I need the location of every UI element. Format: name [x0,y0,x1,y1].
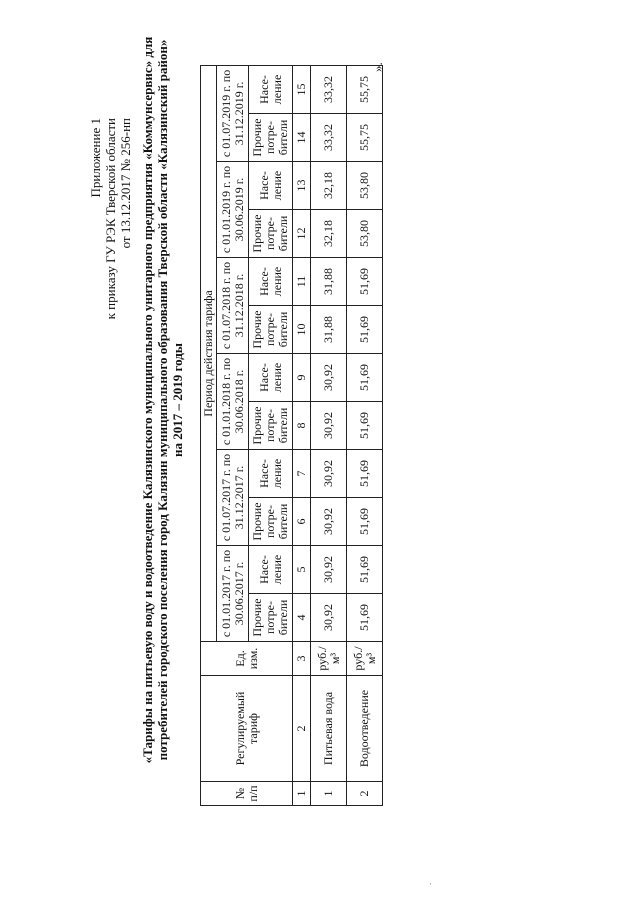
tariff-value: 30,92 [311,546,347,594]
period-header: с 01.07.2019 г. по 31.12.2019 г. [217,65,249,161]
column-number-row [293,65,311,805]
subheader-population: Насе-ление [249,450,293,498]
column-number: 15 [293,65,311,113]
tariff-value: 51,69 [347,354,383,402]
column-number: 13 [293,162,311,210]
row-tariff-name: Питьевая вода [311,676,347,782]
subheader-population: Насе-ление [249,546,293,594]
column-number: 12 [293,210,311,258]
tariff-value: 55,75 [347,114,383,162]
column-number: 3 [293,642,311,676]
column-number: 11 [293,258,311,306]
tariff-value: 30,92 [311,498,347,546]
column-number: 2 [293,676,311,782]
tariff-value: 33,32 [311,114,347,162]
row-unit: руб./м³ [347,642,383,676]
header-num: № п/п [201,782,293,806]
period-header: с 01.07.2017 г. по 31.12.2017 г. [217,450,249,546]
tariff-value: 30,92 [311,354,347,402]
tariff-value: 31,88 [311,306,347,354]
tariff-value: 32,18 [311,210,347,258]
tariff-value: 51,69 [347,258,383,306]
scan-speck: . [423,882,433,885]
period-header: с 01.01.2018 г. по 30.06.2018 г. [217,354,249,450]
row-num: 2 [347,782,383,806]
tariff-value: 51,69 [347,498,383,546]
subheader-other: Прочие потре-бители [249,210,293,258]
header-row-1 [201,65,217,805]
column-number: 14 [293,114,311,162]
tariff-value: 53,80 [347,162,383,210]
tariff-table [200,65,383,806]
subheader-population: Насе-ление [249,162,293,210]
header-unit: Ед. изм. [201,642,293,676]
appendix-header [88,118,133,438]
tariff-table-body [201,65,383,805]
subheader-other: Прочие потре-бители [249,498,293,546]
title-line-2: потребителей городского поселения город Калязин муниципального образования Тверской области «Калязинский район» [155,39,170,761]
row-tariff-name: Водоотведение [347,676,383,782]
column-number: 6 [293,498,311,546]
tariff-value: 55,75 [347,65,383,113]
tariff-value: 30,92 [311,594,347,642]
subheader-population: Насе-ление [249,258,293,306]
appendix-line-1: Приложение 1 [88,118,103,198]
tariff-value: 33,32 [311,65,347,113]
document-title [140,15,185,785]
tariff-value: 31,88 [311,258,347,306]
tariff-value: 32,18 [311,162,347,210]
row-num: 1 [311,782,347,806]
tariff-value: 51,69 [347,306,383,354]
header-period: Период действия тарифа [201,65,217,641]
row-unit: руб./м³ [311,642,347,676]
header-tariff: Регулируемый тариф [201,676,293,782]
column-number: 9 [293,354,311,402]
column-number: 4 [293,594,311,642]
subheader-population: Насе-ление [249,354,293,402]
column-number: 5 [293,546,311,594]
table-row [347,65,383,805]
tariff-value: 53,80 [347,210,383,258]
column-number: 8 [293,402,311,450]
subheader-other: Прочие потре-бители [249,114,293,162]
tariff-value: 51,69 [347,594,383,642]
tariff-value: 30,92 [311,450,347,498]
period-header: с 01.01.2019 г. по 30.06.2019 г. [217,162,249,258]
column-number: 7 [293,450,311,498]
subheader-other: Прочие потре-бители [249,306,293,354]
subheader-other: Прочие потре-бители [249,594,293,642]
appendix-line-3: от 13.12.2017 № 256-нп [118,118,133,249]
column-number: 10 [293,306,311,354]
title-line-3: на 2017 – 2019 годы [170,343,185,457]
tariff-value: 51,69 [347,402,383,450]
column-number: 1 [293,782,311,806]
tariff-value: 51,69 [347,450,383,498]
appendix-line-2: к приказу ГУ РЭК Тверской области [103,118,118,320]
tariff-value: 30,92 [311,402,347,450]
table-row [311,65,347,805]
subheader-population: Насе-ление [249,65,293,113]
period-header: с 01.07.2018 г. по 31.12.2018 г. [217,258,249,354]
subheader-other: Прочие потре-бители [249,402,293,450]
closing-quote-mark: ». [370,62,385,72]
title-line-1: «Тарифы на питьевую воду и водоотведение Калязинского муниципального унитарного предприятия «Коммунсервис» для [140,36,155,764]
tariff-value: 51,69 [347,546,383,594]
period-header: с 01.01.2017 г. по 30.06.2017 г. [217,546,249,642]
